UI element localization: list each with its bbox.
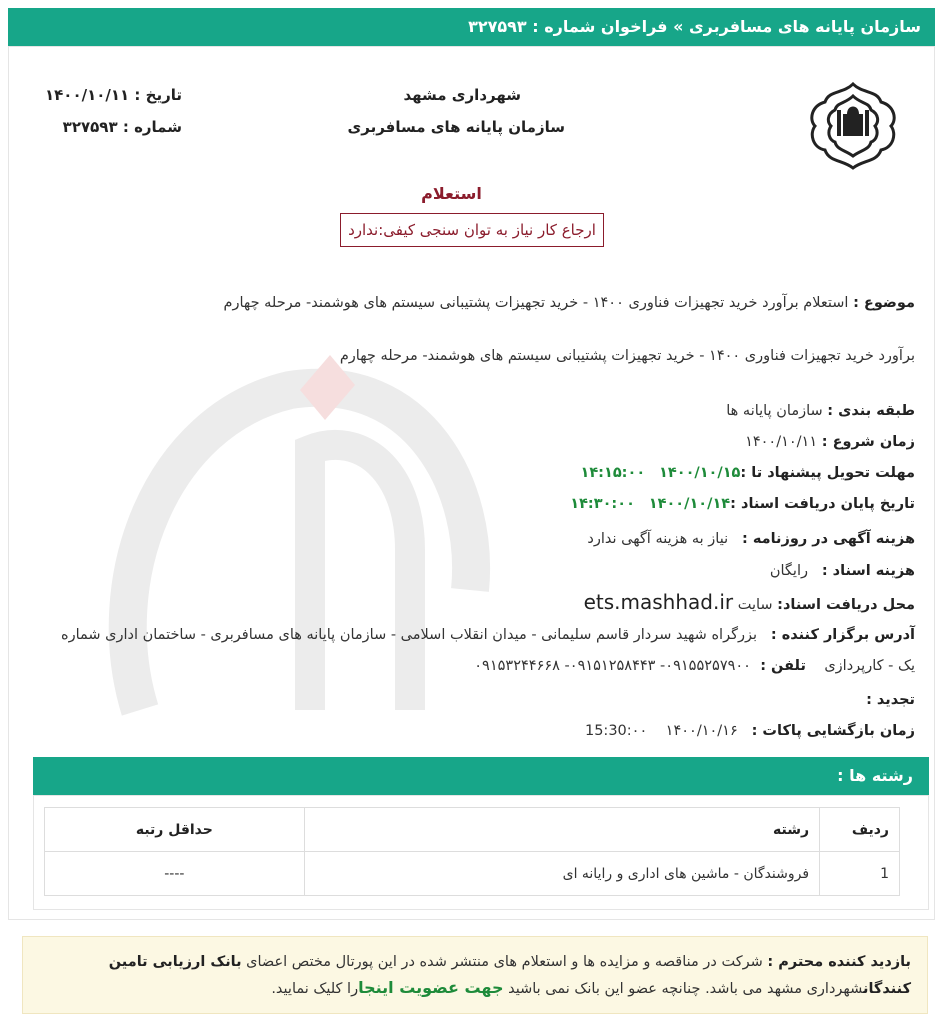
deadline-label: مهلت تحویل پیشنهاد تا : [740,465,915,481]
org-name: سازمان پایانه های مسافربری [347,118,565,136]
header-title: سازمان پایانه های مسافربری » فراخوان شماره : ۳۲۷۵۹۳ [468,17,921,36]
subject-label: موضوع : [853,295,915,311]
date-label: تاریخ : [134,86,182,104]
opening-time: 15:30:۰۰ [584,723,648,739]
address-value-2: یک - کارپردازی [824,658,915,674]
column-header-index: ردیف [820,808,900,852]
row-index: 1 [820,852,900,896]
row-min-rank: ---- [45,852,305,896]
doc-cost-value: رایگان [769,563,808,579]
renewal-label: تجدید : [866,692,915,708]
number-value: ۳۲۷۵۹۳ [62,118,118,136]
number-row [42,118,182,136]
address-phone-row [474,658,915,674]
category-label: طبقه بندی : [827,403,915,419]
column-header-min-rank: حداقل رتبه [45,808,305,852]
date-value: ۱۴۰۰/۱۰/۱۱ [44,86,130,104]
date-row [42,86,182,104]
opening-date: ۱۴۰۰/۱۰/۱۶ [665,723,738,739]
join-link[interactable]: جهت عضویت اینجا [358,978,504,997]
doc-place-prefix: سایت [737,597,773,613]
quality-assessment-box: ارجاع کار نیاز به توان سنجی کیفی:ندارد [340,213,604,247]
address-label: آدرس برگزار کننده : [770,627,915,643]
phone-value: ۰۹۱۵۵۲۵۷۹۰۰- ۰۹۱۵۱۲۵۸۴۴۳- ۰۹۱۵۳۲۴۴۶۶۸ [474,658,751,674]
row-field: فروشندگان - ماشین های اداری و رایانه ای [304,852,819,896]
address-value: بزرگراه شهید سردار قاسم سلیمانی - میدان انقلاب اسلامی - سازمان پایانه های مسافربری - ساختمان اداری شماره [60,627,758,643]
deadline-row [580,465,915,481]
doc-cost-row [770,563,915,579]
org-city: شهرداری مشهد [403,86,521,104]
opening-row [585,723,915,739]
fields-section-header: رشته ها : [33,757,929,795]
ad-cost-value: نیاز به هزینه آگهی ندارد [587,531,729,547]
notice-bank-name: بانک ارزیابی تامین کنندگان [108,954,911,997]
renewal-row [866,692,915,708]
deadline-date: ۱۴۰۰/۱۰/۱۵ [659,465,741,481]
doc-place-site-link[interactable]: ets.mashhad.ir [583,590,734,614]
subject-row [223,295,915,311]
start-row [745,434,915,450]
category-row [726,403,915,419]
inquiry-title: استعلام [421,184,482,203]
start-label: زمان شروع : [821,434,915,450]
page-header [8,8,935,46]
doc-end-row [570,496,915,512]
doc-cost-label: هزینه اسناد : [821,563,915,579]
notice-text-3: را کلیک نمایید. [271,981,359,997]
subject-value: استعلام برآورد خرید تجهیزات فناوری ۱۴۰۰ - خرید تجهیزات پشتیبانی سیستم های هوشمند- مرحله چهارم [223,295,849,311]
subject-description: برآورد خرید تجهیزات فناوری ۱۴۰۰ - خرید تجهیزات پشتیبانی سیستم های هوشمند- مرحله چهارم [339,348,915,364]
mashhad-municipality-logo [803,80,903,170]
deadline-time: ۱۴:۱۵:۰۰ [580,465,646,481]
table-row [45,852,900,896]
notice-visitor-label: بازدید کننده محترم : [767,954,911,970]
category-value: سازمان پایانه ها [726,403,823,419]
doc-end-time: ۱۴:۳۰:۰۰ [570,496,635,512]
doc-place-label: محل دریافت اسناد: [777,597,915,613]
doc-end-date: ۱۴۰۰/۱۰/۱۴ [648,496,731,512]
watermark-logo [80,330,500,750]
start-value: ۱۴۰۰/۱۰/۱۱ [745,434,818,450]
ad-cost-row [587,531,915,547]
doc-place-row [584,590,915,614]
fields-table [44,807,900,896]
doc-end-label: تاریخ پایان دریافت اسناد : [730,496,915,512]
notice-text-1: شرکت در مناقصه و مزایده ها و استعلام های منتشر شده در این پورتال مختص اعضای [246,954,763,970]
ad-cost-label: هزینه آگهی در روزنامه : [741,531,915,547]
table-header-row [45,808,900,852]
address-row [61,627,915,643]
opening-label: زمان بازگشایی پاکات : [751,723,915,739]
notice-text-2: شهرداری مشهد می باشد. چنانچه عضو این بانک نمی باشید [508,981,864,997]
visitor-notice [22,936,928,1014]
column-header-field: رشته [304,808,819,852]
number-label: شماره : [122,118,182,136]
phone-label: تلفن : [760,658,806,674]
